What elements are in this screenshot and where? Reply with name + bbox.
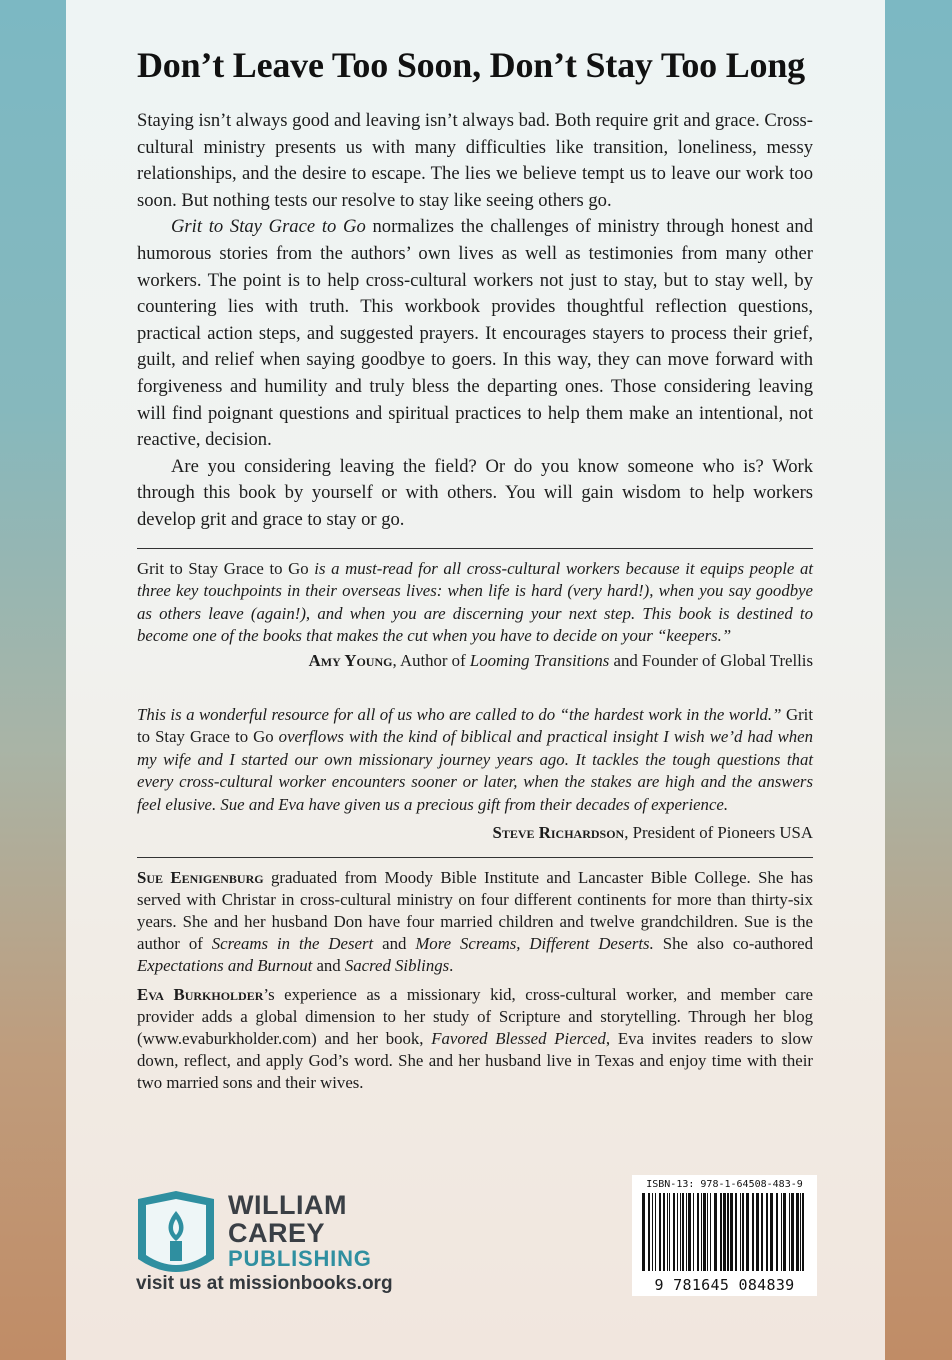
barcode-bar [703, 1193, 706, 1271]
endorser-role-end: and Founder of Global Trellis [609, 650, 813, 670]
book-title-inline: Grit to Stay Grace to Go [137, 559, 309, 578]
book-title: Favored Blessed Pierced [431, 1029, 606, 1048]
book-title-inline: Grit to Stay Grace to Go [137, 705, 813, 747]
endorser-name: Amy Young [308, 650, 393, 670]
book-title: More Screams, Different Deserts. [415, 934, 654, 953]
endorser-book: Looming Transitions [469, 650, 610, 670]
endorser-name: Steve Richardson [492, 823, 625, 843]
endorsement-2 [137, 704, 813, 844]
bio-text: , Eva invites readers to slow down, reflect, and apply God’s word. She and her husband live in Texas and enjoy time with their two married sons and their wives. [137, 1029, 813, 1092]
divider-top [137, 548, 813, 549]
endorsement-1 [137, 558, 813, 672]
endorsement-text: is a must-read for all cross-cultural workers because it equips people at three key touchpoints in their overseas lives: when life is hard (very hard!), when you say goodbye as others leave (again!), and when you are discerning your next step. This book is destined to become one of the books that makes the cut when you have to decide on your “keepers.” [137, 559, 814, 646]
barcode-bar [742, 1193, 744, 1271]
author-bio-eva [137, 984, 813, 1094]
book-title: Expectations and Burnout [137, 956, 313, 975]
endorsement-text: overflows with the kind of biblical and practical insight I wish we’d had when my wife and I started our own missionary journey years ago. It tackles the tough questions that every cross-cultural worker encounters sooner or later, when the stakes are high and the answers feel elusive. Sue and Eva have given us a precious gift from their decades of experience. [137, 727, 813, 814]
barcode-bar [735, 1193, 737, 1271]
bio-text: and [312, 956, 345, 975]
barcode-bar [714, 1193, 717, 1271]
barcode-bar [730, 1193, 733, 1271]
back-cover-headline: Don’t Leave Too Soon, Don’t Stay Too Long [137, 45, 805, 85]
publisher-logo [136, 1189, 393, 1299]
endorser-role: , President of Pioneers USA [624, 823, 813, 843]
isbn-barcode [632, 1175, 817, 1296]
barcode-bar [682, 1193, 684, 1271]
barcode-bar [781, 1193, 782, 1271]
bio-text: She also co-authored [653, 934, 813, 953]
barcode-bar [756, 1193, 759, 1271]
barcode-bar [663, 1193, 665, 1271]
book-title: Screams in the Desert [211, 934, 374, 953]
barcode-bar [710, 1193, 711, 1271]
barcode-bar [783, 1193, 786, 1271]
barcode-bar [796, 1193, 799, 1271]
divider-bottom [137, 857, 813, 858]
barcode-bar [673, 1193, 675, 1271]
barcode-bar [740, 1193, 741, 1271]
barcode-bar [701, 1193, 702, 1271]
publisher-name-line-2: CAREY [228, 1218, 326, 1248]
barcode-bar [789, 1193, 790, 1271]
isbn-label: ISBN-13: 978-1-64508-483-9 [646, 1179, 803, 1190]
barcode-bar [652, 1193, 653, 1271]
author-bios [137, 867, 813, 1101]
endorsement-2-text [137, 704, 813, 816]
barcode-bar [800, 1193, 801, 1271]
endorsement-2-attribution [137, 822, 813, 844]
endorsement-1-attribution [137, 650, 813, 672]
barcode-bar [727, 1193, 729, 1271]
barcode-bar [677, 1193, 678, 1271]
barcode-bar [697, 1193, 699, 1271]
description-paragraph-1: Staying isn’t always good and leaving isn’t always bad. Both require grit and grace. Cross-cultural ministry presents us with many difficulties like transition, loneliness, messy relationships, and the desire to escape. The lies we believe tempt us to leave our work too soon. But nothing tests our resolve to stay like seeing others go. [137, 110, 813, 211]
barcode-bar [770, 1193, 773, 1271]
barcode-bar [680, 1193, 681, 1271]
barcode-bars [640, 1193, 809, 1271]
book-title: Sacred Siblings [344, 956, 450, 975]
book-title-inline: Grit to Stay Grace to Go [171, 216, 366, 238]
barcode-bar [761, 1193, 763, 1271]
barcode-bar [648, 1193, 650, 1271]
description-paragraph-3: Are you considering leaving the field? Or do you know someone who is? Work through this book by yourself or with others. You will gain wisdom to help workers develop grit and grace to stay or go. [137, 455, 813, 530]
barcode-bar [791, 1193, 794, 1271]
publisher-name-line-1: WILLIAM [228, 1190, 347, 1220]
barcode-bar [707, 1193, 708, 1271]
description-text: normalizes the challenges of ministry through honest and humorous stories from the authors’ own lives as well as testimonies from many other workers. The point is to help cross-cultural workers not just to stay, but to stay well, by countering lies with truth. This workbook provides thoughtful reflection questions, practical action steps, and suggested prayers. It encourages stayers to process their grief, guilt, and relief when saying goodbye to goers. In this way, they can move forward with forgiveness and humility and truly bless the departing ones. Those considering leaving will find poignant questions and spiritual practices to help them make an intentional, not reactive, decision. [137, 216, 813, 451]
barcode-bar [686, 1193, 687, 1271]
barcode-bar [655, 1193, 656, 1271]
barcode-bar [802, 1193, 804, 1271]
book-description [137, 108, 813, 534]
bio-text: ’s experience as a missionary kid, cross-cultural worker, and member care provider adds a global dimension to her study of Scripture and storytelling. Through her blog (www.evaburkholder.com) and her book, [137, 985, 814, 1048]
barcode-bar [667, 1193, 668, 1271]
endorsement-text: This is a wonderful resource for all of us who are called to do “the hardest work in the world.” [137, 705, 786, 724]
barcode-bar [766, 1193, 768, 1271]
author-name: Sue Eenigenburg [137, 868, 264, 887]
barcode-bar [642, 1193, 645, 1271]
author-name: Eva Burkholder [137, 985, 264, 1004]
description-paragraph-2 [137, 214, 813, 453]
bio-text: graduated from Moody Bible Institute and Lancaster Bible College. She has served with Christar in cross-cultural ministry on four different continents for more than thirty-six years. She and her husband Don have four married children and twelve grandchildren. Sue is the author of [137, 868, 814, 953]
barcode-bar [746, 1193, 749, 1271]
barcode-digits: 9 781645 084839 [654, 1276, 795, 1294]
barcode-bar [659, 1193, 661, 1271]
barcode-bar [688, 1193, 691, 1271]
barcode-bar [723, 1193, 726, 1271]
barcode-bar [669, 1193, 670, 1271]
author-bio-sue [137, 867, 813, 977]
barcode-bar [776, 1193, 778, 1271]
barcode-bar [720, 1193, 722, 1271]
barcode-bar [752, 1193, 754, 1271]
publisher-name-line-3: PUBLISHING [228, 1246, 372, 1271]
barcode-bar [693, 1193, 694, 1271]
endorsement-1-text [137, 558, 813, 648]
bio-text: . [449, 956, 454, 975]
endorser-role: , Author of [392, 650, 470, 670]
candle-flame-logo-icon [136, 1189, 216, 1273]
bio-text: and [373, 934, 416, 953]
publisher-website[interactable]: visit us at missionbooks.org [136, 1273, 393, 1294]
